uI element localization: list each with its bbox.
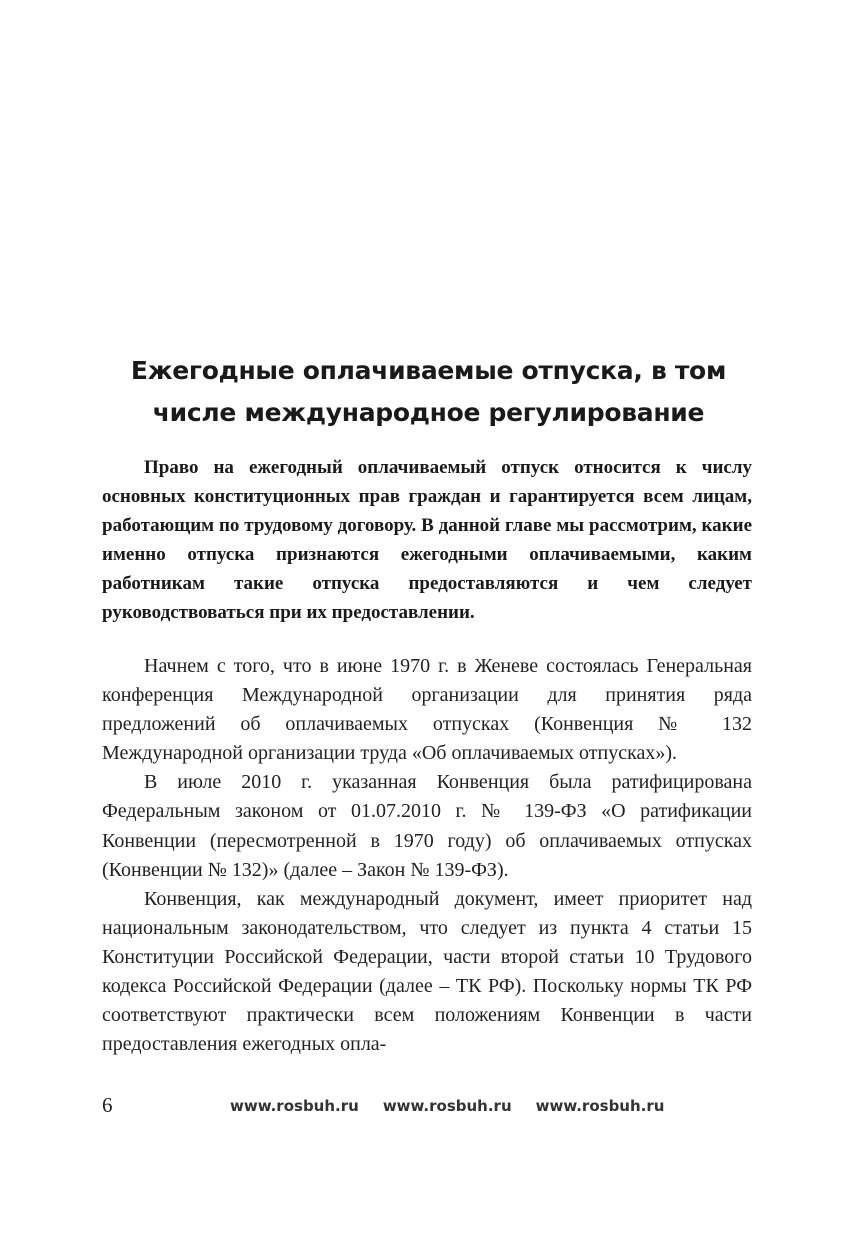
lead-paragraph: Право на ежегодный оплачиваемый отпуск относится к числу основных конституционных прав граждан и гарантируется всем лицам, работающим по трудовому договору. В данной главе мы рассмотрим, какие именно отпуска признаются ежегодными оплачиваемыми, каким работникам такие отпуска предоставляются и чем следует руководствоваться при их предоставлении. <box>102 457 752 624</box>
footer-link-3[interactable]: www.rosbuh.ru <box>535 1097 665 1115</box>
footer-link-2[interactable]: www.rosbuh.ru <box>382 1097 512 1115</box>
chapter-heading <box>60 350 797 434</box>
chapter-heading-line-1: Ежегодные оплачиваемые отпуска, в том <box>130 356 727 385</box>
page-number: 6 <box>102 1093 113 1117</box>
body-paragraph-3: Конвенция, как международный документ, имеет приоритет над национальным законодательством, что следует из пункта 4 статьи 15 Конституции Российской Федерации, части второй статьи 10 Трудового кодекса Российской Федерации (далее – ТК РФ). Поскольку нормы ТК РФ соответствуют практически всем положениям Конвенции в части предоставления ежегодных опла- <box>102 887 752 1056</box>
footer-links <box>230 1095 664 1117</box>
chapter-heading-line-2: числе международное регулирование <box>152 398 705 427</box>
body-paragraph-1: Начнем с того, что в июне 1970 г. в Женеве состоялась Генеральная конференция Международной организации для принятия ряда предложений об оплачиваемых отпусках (Конвенция № 132 Международной организации труда «Об оплачиваемых отпусках»). <box>102 655 752 765</box>
body-paragraph-2: В июле 2010 г. указанная Конвенция была ратифицирована Федеральным законом от 01.07.2010 г. № 139-ФЗ «О ратификации Конвенции (пересмотренной в 1970 году) об оплачиваемых отпусках (Конвенции № 132)» (далее – Закон № 139-ФЗ). <box>102 771 752 881</box>
footer-link-1[interactable]: www.rosbuh.ru <box>230 1097 359 1115</box>
body-text <box>102 652 752 1059</box>
